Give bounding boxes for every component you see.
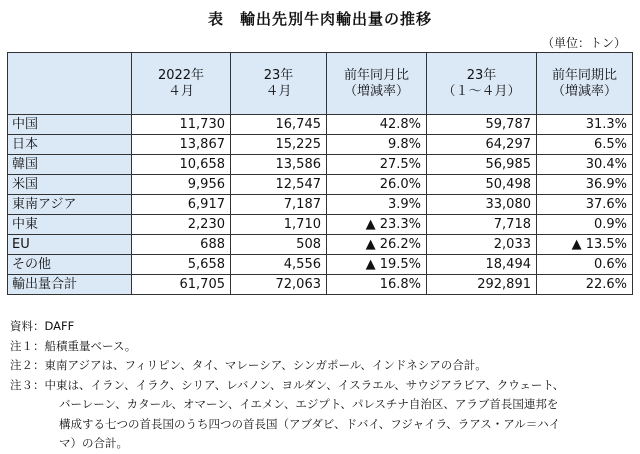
- row-label: 米国: [8, 175, 132, 195]
- table-cell: 292,891: [427, 275, 537, 295]
- table-cell: 22.6%: [537, 275, 633, 295]
- note-3-cont: マ）の合計。: [59, 436, 128, 450]
- table-cell: 56,985: [427, 155, 537, 175]
- table-cell: ▲ 23.3%: [327, 215, 427, 235]
- header-corner: [8, 53, 132, 115]
- table-cell: 0.9%: [537, 215, 633, 235]
- header-yoy-period: 前年同期比 （増減率）: [537, 53, 633, 115]
- table-cell: 33,080: [427, 195, 537, 215]
- row-label: EU: [8, 235, 132, 255]
- row-label: 中国: [8, 115, 132, 135]
- table-cell: 26.0%: [327, 175, 427, 195]
- header-2022-apr: 2022年 ４月: [132, 53, 231, 115]
- table-cell: 16.8%: [327, 275, 427, 295]
- table-row: [8, 215, 633, 235]
- table-cell: 2,230: [132, 215, 231, 235]
- header-2023-apr: 23年 ４月: [231, 53, 327, 115]
- table-cell: 13,586: [231, 155, 327, 175]
- row-label: 中東: [8, 215, 132, 235]
- table-cell: 15,225: [231, 135, 327, 155]
- table-cell: 50,498: [427, 175, 537, 195]
- row-label: その他: [8, 255, 132, 275]
- table-cell: 2,033: [427, 235, 537, 255]
- table-cell: 27.5%: [327, 155, 427, 175]
- table-cell: 31.3%: [537, 115, 633, 135]
- table-cell: ▲ 13.5%: [537, 235, 633, 255]
- table-body: [8, 115, 633, 295]
- row-label: 輸出量合計: [8, 275, 132, 295]
- row-label: 東南アジア: [8, 195, 132, 215]
- table-row: [8, 235, 633, 255]
- table-cell: 59,787: [427, 115, 537, 135]
- table-cell: 1,710: [231, 215, 327, 235]
- note-2: 注２：東南アジアは、フィリピン、タイ、マレーシア、シンガポール、インドネシアの合計。: [10, 358, 487, 372]
- table-cell: 508: [231, 235, 327, 255]
- table-cell: 9,956: [132, 175, 231, 195]
- table-cell: 6,917: [132, 195, 231, 215]
- header-2023-jan-apr: 23年 （１～４月）: [427, 53, 537, 115]
- table-cell: 61,705: [132, 275, 231, 295]
- table-cell: 18,494: [427, 255, 537, 275]
- table-cell: 688: [132, 235, 231, 255]
- table-cell: 12,547: [231, 175, 327, 195]
- table-cell: 11,730: [132, 115, 231, 135]
- table-cell: 9.8%: [327, 135, 427, 155]
- table-cell: 64,297: [427, 135, 537, 155]
- table-cell: 16,745: [231, 115, 327, 135]
- table-row: [8, 195, 633, 215]
- table-row: [8, 155, 633, 175]
- table-cell: 6.5%: [537, 135, 633, 155]
- table-cell: 7,718: [427, 215, 537, 235]
- table-cell: 30.4%: [537, 155, 633, 175]
- table-row: [8, 115, 633, 135]
- page-title: 表 輸出先別牛肉輸出量の推移: [207, 10, 432, 28]
- note-3-cont: バーレーン、カタール、オマーン、イエメン、エジプト、パレスチナ自治区、アラブ首長国連邦を: [59, 397, 559, 411]
- table-row: [8, 135, 633, 155]
- table-cell: 36.9%: [537, 175, 633, 195]
- table-cell: 3.9%: [327, 195, 427, 215]
- table-cell: 7,187: [231, 195, 327, 215]
- note-3: 注３：中東は、イラン、イラク、シリア、レバノン、ヨルダン、イスラエル、サウジアラビア、クウェート、: [10, 377, 565, 392]
- table-cell: 0.6%: [537, 255, 633, 275]
- table-row: [8, 175, 633, 195]
- note-3-cont: 構成する七つの首長国のうち四つの首長国（アブダビ、ドバイ、フジャイラ、ラアス・アル＝ハイ: [59, 416, 561, 431]
- notes: [10, 317, 564, 454]
- table-cell: 13,867: [132, 135, 231, 155]
- header-yoy-month: 前年同月比 （増減率）: [327, 53, 427, 115]
- export-table: [7, 52, 633, 295]
- table-cell: ▲ 26.2%: [327, 235, 427, 255]
- table-cell: 37.6%: [537, 195, 633, 215]
- note-source: 資料：DAFF: [10, 319, 75, 333]
- table-row: [8, 275, 633, 295]
- table-cell: 5,658: [132, 255, 231, 275]
- note-1: 注１：船積重量ベース。: [10, 338, 137, 353]
- table-row: [8, 255, 633, 275]
- row-label: 日本: [8, 135, 132, 155]
- table-cell: 42.8%: [327, 115, 427, 135]
- table-cell: 72,063: [231, 275, 327, 295]
- table-cell: 4,556: [231, 255, 327, 275]
- unit-label: （単位：トン）: [541, 36, 626, 50]
- row-label: 韓国: [8, 155, 132, 175]
- table-cell: ▲ 19.5%: [327, 255, 427, 275]
- table-cell: 10,658: [132, 155, 231, 175]
